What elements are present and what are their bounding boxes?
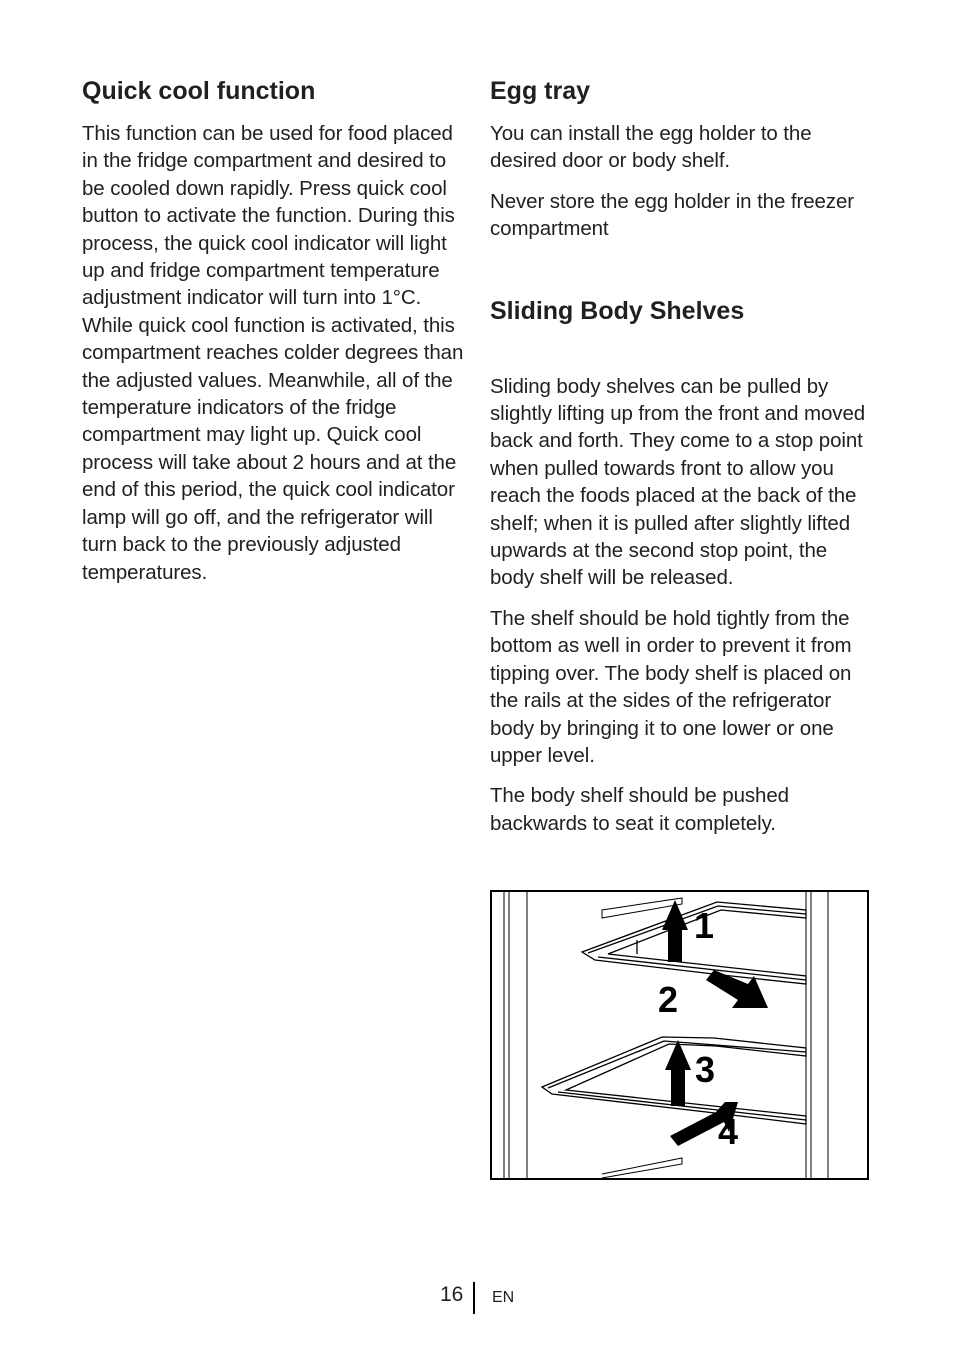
arrow-3-up [665, 1040, 691, 1106]
right-column [490, 74, 872, 837]
arrow-2-diagonal [706, 970, 768, 1008]
language-code: EN [492, 1289, 515, 1306]
sliding-shelves-paragraph-3: The body shelf should be pushed backwards to seat it completely. [490, 784, 789, 835]
page-number: 16 [440, 1283, 464, 1306]
egg-tray-paragraph-1: You can install the egg holder to the desired door or body shelf. [490, 122, 812, 173]
fridge-side-walls [504, 892, 828, 1178]
sliding-shelves-paragraph-1: Sliding body shelves can be pulled by slightly lifting up from the front and moved back and forth. They come to a stop point when pulled towards front to allow you reach the foods placed at the back of the shelf; when it is pulled after slightly lifted upwards at the second stop point, the body shelf will be released. [490, 374, 866, 590]
step-label-3: 3 [695, 1049, 716, 1090]
page-footer [0, 1282, 954, 1316]
left-column [82, 74, 467, 586]
quick-cool-paragraph: This function can be used for food placed in the fridge compartment and desired to be cooled down rapidly. Press quick cool button to activate the function. During this process, the quick cool indicator will light up and fridge compartment temperature adjustment indicator will turn into 1°C. While quick cool function is activated, this compartment reaches colder degrees than the adjusted values. Meanwhile, all of the temperature indicators of the fridge compartment may light up. Quick cool process will take about 2 hours and at the end of this period, the quick cool indicator lamp will go off, and the refrigerator will turn back to the previously adjusted temperatures. [82, 122, 464, 584]
step-label-4: 4 [718, 1111, 739, 1152]
step-label-2: 2 [658, 979, 679, 1020]
step-label-1: 1 [694, 905, 715, 946]
egg-tray-paragraph-2: Never store the egg holder in the freezer compartment [490, 189, 854, 241]
sliding-shelves-paragraph-2: The shelf should be hold tightly from the bottom as well in order to prevent it from tipping over. The body shelf is placed on the rails at the sides of the refrigerator body by bringing it to one lower or one upper level. [490, 606, 852, 767]
shelf-illustration [490, 890, 869, 1180]
quick-cool-heading: Quick cool function [82, 77, 316, 105]
sliding-shelves-heading: Sliding Body Shelves [490, 296, 745, 325]
egg-tray-heading: Egg tray [490, 77, 591, 105]
footer-divider [473, 1282, 475, 1314]
